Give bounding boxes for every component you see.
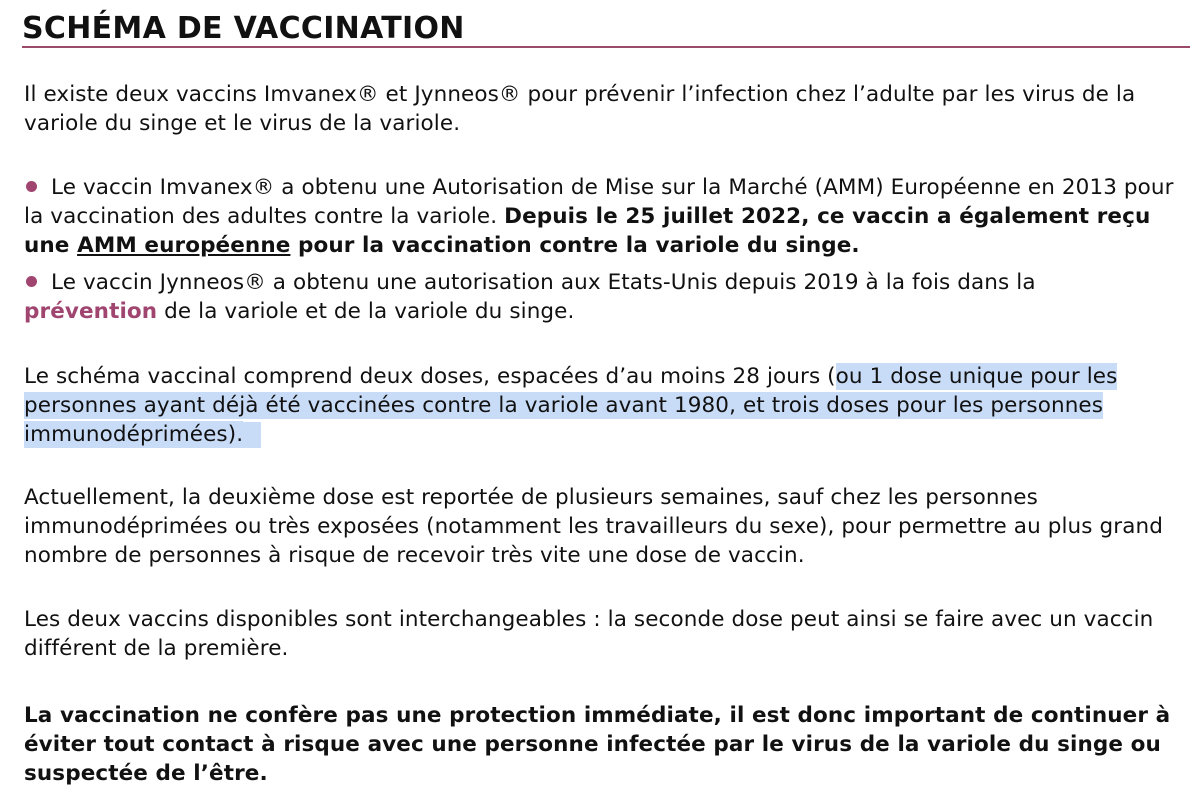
prevention-emphasis: prévention (24, 299, 158, 324)
bullet-imvanex (24, 173, 1174, 260)
warning-paragraph: La vaccination ne confère pas une protection immédiate, il est donc important de continuer à éviter tout contact à risque avec une personne infectée par le virus de la variole du singe ou suspectée de l’être. (24, 703, 1171, 786)
selection-tail (243, 422, 261, 448)
page-title: SCHÉMA DE VACCINATION (22, 11, 465, 46)
jynneos-text-end: de la variole et de la variole du singe. (157, 299, 575, 324)
bullet-dot-icon (26, 181, 37, 192)
imvanex-bold-text: Depuis le 25 juillet 2022, ce vaccin a également reçu une (24, 204, 1151, 258)
bullet-jynneos (24, 268, 1174, 326)
title-divider (22, 46, 1190, 48)
schema-text: Le schéma vaccinal comprend deux doses, espacées d’au moins 28 jours ( (24, 364, 836, 389)
current-paragraph: Actuellement, la deuxième dose est reportée de plusieurs semaines, sauf chez les personnes immunodéprimées ou très exposées (notamment les travailleurs du sexe), pour permettre au plus grand nombre de personnes à risque de recevoir très vite une dose de vaccin. (24, 485, 1163, 568)
amm-europeenne-link[interactable]: AMM européenne (77, 233, 291, 258)
schema-paragraph (24, 362, 1174, 449)
jynneos-text: Le vaccin Jynneos® a obtenu une autorisation aux Etats-Unis depuis 2019 à la fois dans la (51, 270, 1036, 295)
bullet-dot-icon (26, 276, 37, 287)
imvanex-text: Le vaccin Imvanex® a obtenu une Autorisation de Mise sur la Marché (AMM) Européenne en 2013 pour la vaccination des adultes contre la variole. (24, 175, 1174, 229)
selected-text-highlight[interactable]: ou 1 dose unique pour les personnes ayant déjà été vaccinées contre la variole avant 1980, et trois doses pour les personnes immunodéprimées). (24, 364, 1118, 447)
intro-paragraph: Il existe deux vaccins Imvanex® et Jynneos® pour prévenir l’infection chez l’adulte par les virus de la variole du singe et le virus de la variole. (24, 82, 1136, 136)
imvanex-bold-text-end: pour la vaccination contre la variole du singe. (290, 233, 860, 258)
interchangeable-paragraph: Les deux vaccins disponibles sont interchangeables : la seconde dose peut ainsi se faire avec un vaccin différent de la première. (24, 607, 1154, 661)
